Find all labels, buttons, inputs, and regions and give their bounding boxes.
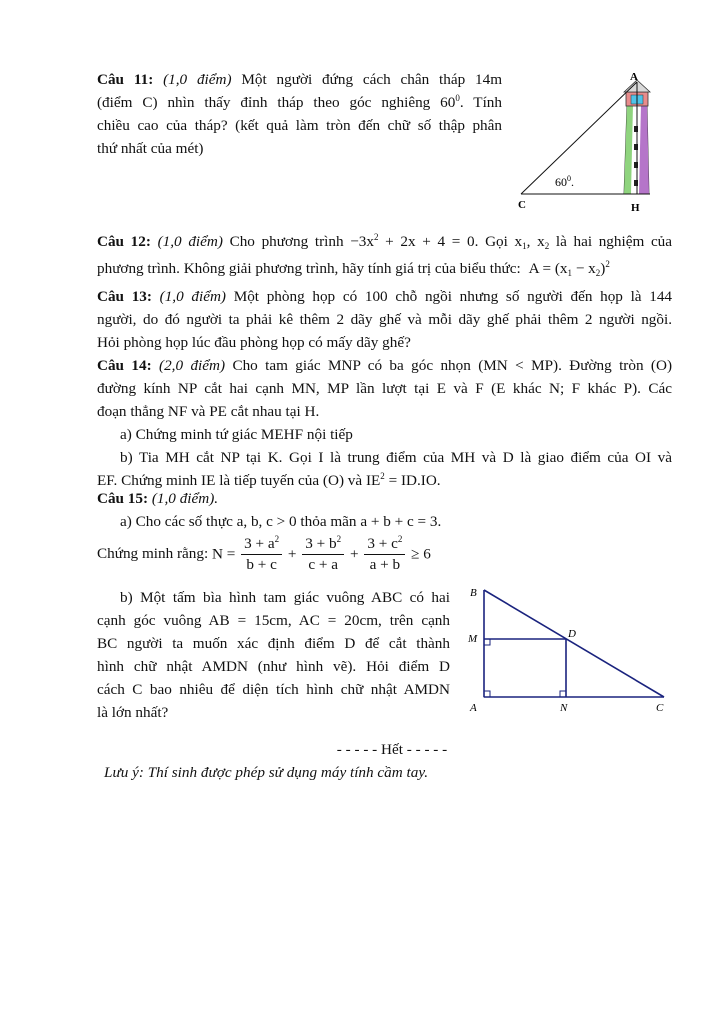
label-c: C <box>518 199 526 211</box>
q14-line-3: đoạn thẳng NF và PE cắt nhau tại H. <box>97 403 320 420</box>
footer-note: Lưu ý: Thí sinh được phép sử dụng máy tính cầm tay. <box>104 764 429 781</box>
q15-label: Câu 15: <box>97 490 149 507</box>
label-d: D <box>568 628 576 640</box>
q14-line-1: Câu 14: (2,0 điểm) Cho tam giác MNP có ba góc nhọn (MN < MP). Đường tròn (O) <box>97 357 672 374</box>
q12-points: (1,0 điểm) <box>157 233 223 250</box>
label-m: M <box>468 633 478 645</box>
q13-line-3: Hỏi phòng họp lúc đầu phòng họp có mấy dãy ghế? <box>97 334 411 351</box>
side-bc <box>484 590 664 697</box>
q15-part-a: a) Cho các số thực a, b, c > 0 thỏa mãn a + b + c = 3. <box>120 513 442 530</box>
q15-part-b-line-2: cạnh góc vuông AB = 15cm, AC = 20cm, trên cạnh <box>97 612 450 629</box>
q11-label: Câu 11: <box>97 71 154 88</box>
q11-points: (1,0 điểm) <box>163 71 232 88</box>
q15-points: (1,0 điểm). <box>151 490 219 507</box>
q12-line-1: Câu 12: (1,0 điểm) Cho phương trình $-3x^2 + 2x + 4 = 0$. Gọi $x_1$, $x_2$ là hai nghiệm của <box>97 232 673 251</box>
label-a: A <box>630 71 638 83</box>
fraction-1: $\frac{3 + a^2}{b + c}$ <box>241 534 282 575</box>
q13-line-1: Câu 13: (1,0 điểm) Một phòng họp có 100 chỗ ngồi nhưng số người đến họp là 144 <box>97 288 673 305</box>
q14-part-b-line-1: b) Tia MH cắt NP tại K. Gọi I là trung điểm của MH và D là giao điểm của OI và <box>120 449 672 466</box>
q12-equation: $-3x^2 + 2x + 4 = 0$ <box>350 232 475 250</box>
sight-line <box>521 82 637 194</box>
label-n: N <box>560 702 568 714</box>
q13-line-2: người, do đó người ta phải kê thêm 2 dãy ghế và mỗi dãy ghế phải thêm 2 người ngồi. <box>97 311 672 328</box>
q15-header <box>97 487 672 510</box>
q15-part-b-line-3: BC người ta muốn xác định điểm D để cắt thành <box>97 635 450 652</box>
q11-line-3: chiều cao của tháp? (kết quả làm tròn đến chữ số thập phân <box>97 117 502 134</box>
label-h: H <box>631 202 640 214</box>
right-angle-n <box>560 691 566 697</box>
q13-points: (1,0 điểm) <box>159 288 226 305</box>
label-a: A <box>470 702 477 714</box>
label-c: C <box>656 702 664 714</box>
q12-label: Câu 12: <box>97 233 151 250</box>
label-b: B <box>470 587 477 599</box>
end-marker: - - - - - Hết - - - - - <box>336 741 448 758</box>
angle-label: $60^0$. <box>555 174 574 189</box>
q15-part-b-line-5: cách C bao nhiêu để diện tích hình chữ nhật AMDN <box>97 681 450 698</box>
q11-line-4: thứ nhất của mét) <box>97 140 204 157</box>
q14-label: Câu 14: <box>97 357 152 374</box>
q12-line-2: phương trình. Không giải phương trình, hãy tính giá trị của biểu thức: $A = (x_1 - x_2)^2$ <box>97 259 610 278</box>
q14-part-a: a) Chứng minh tứ giác MEHF nội tiếp <box>120 426 353 443</box>
q11-line-1: Câu 11: (1,0 điểm) Một người đứng cách chân tháp 14m <box>97 71 503 88</box>
q15-inequality: Chứng minh rằng: N = $\frac{3 + a^2}{b + c}$ + $\frac{3 + b^2}{c + a}$ + $\frac{3 + c^2}{a + b}$ ≥ 6 <box>97 534 431 573</box>
q14-points: (2,0 điểm) <box>159 357 226 374</box>
right-angle-a <box>484 691 490 697</box>
q15-part-b-line-6: là lớn nhất? <box>97 704 169 721</box>
q11-line-2: (điểm C) nhìn thấy đỉnh tháp theo góc nghiêng $60^0$. Tính <box>97 93 502 111</box>
right-angle-m <box>484 639 490 645</box>
rectangle-triangle-figure <box>462 580 682 720</box>
q14-part-b-line-2: EF. Chứng minh IE là tiếp tuyến của (O) và $IE^2 = ID.IO$. <box>97 471 441 489</box>
q15-part-b-line-4: hình chữ nhật AMDN (như hình vẽ). Hỏi điểm D <box>97 658 450 675</box>
fraction-2: $\frac{3 + b^2}{c + a}$ <box>302 534 344 575</box>
fraction-3: $\frac{3 + c^2}{a + b}$ <box>364 534 405 575</box>
lighthouse-figure <box>510 68 670 218</box>
q13-label: Câu 13: <box>97 288 152 305</box>
q15-part-b-line-1: b) Một tấm bìa hình tam giác vuông ABC có hai <box>120 589 450 606</box>
q12-expression: $A = (x_1 - x_2)^2$ <box>528 259 610 278</box>
q14-line-2: đường kính NP cắt hai cạnh MN, MP lần lượt tại E và F (E khác N; F khác P). Các <box>97 380 672 397</box>
